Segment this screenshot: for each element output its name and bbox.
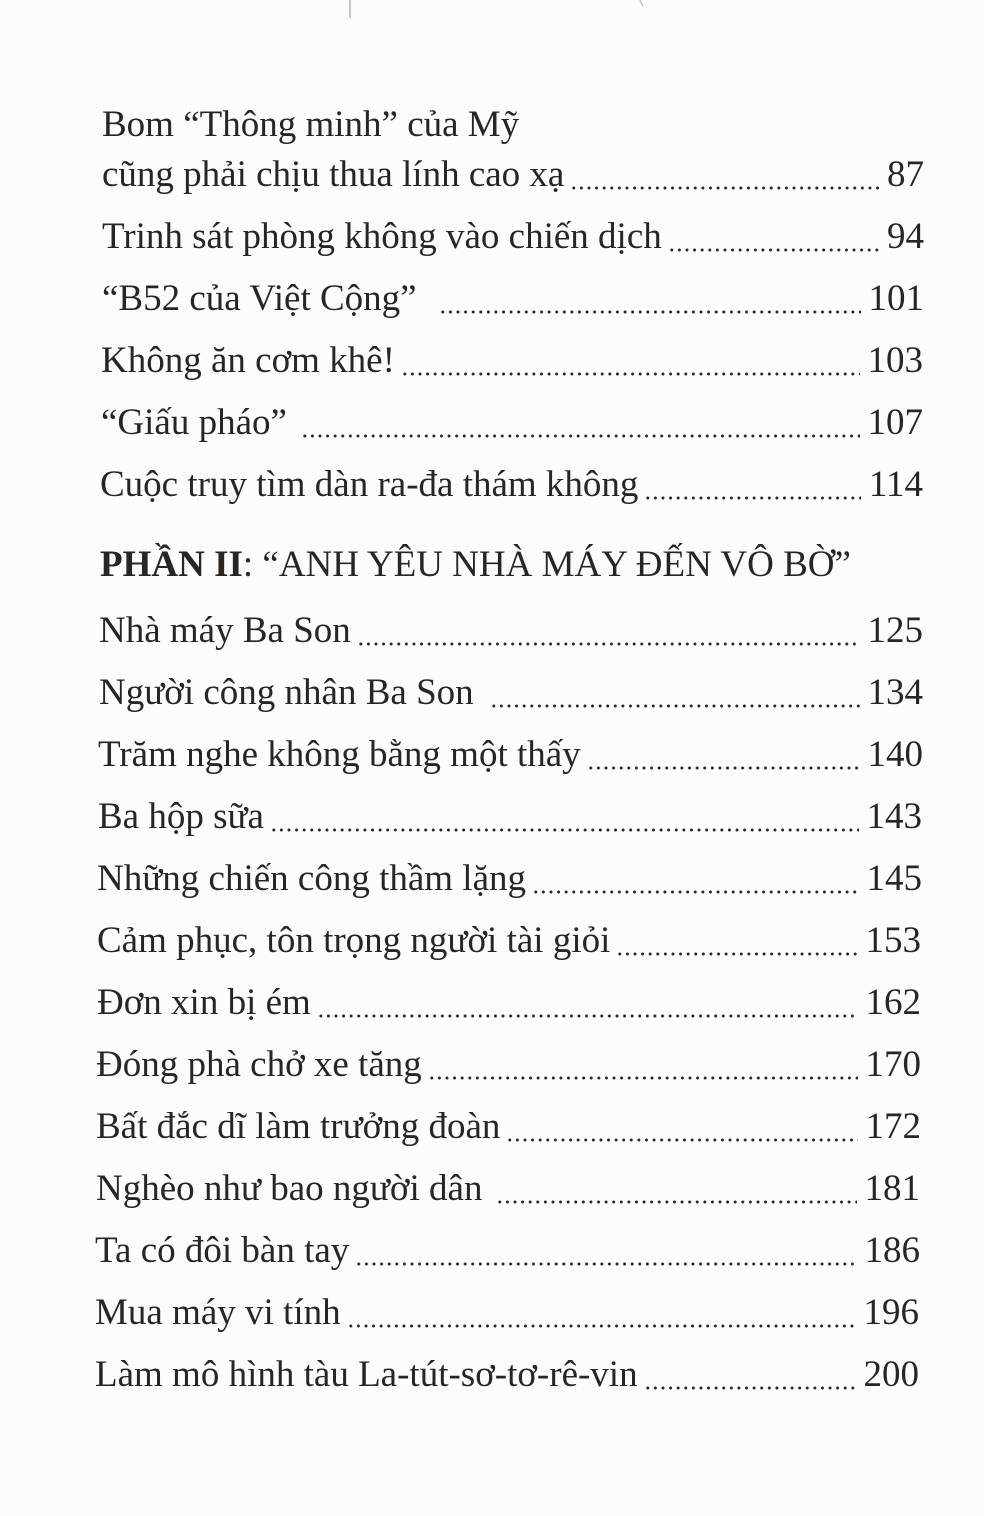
toc-page-number: 170 [865,1044,921,1085]
toc-entry-title: Nghèo như bao người dân [96,1168,483,1209]
toc-page-number: 134 [867,672,923,713]
toc-entry[interactable] [102,150,924,200]
toc-entry-title: Ba hộp sữa [98,796,264,837]
toc-entry[interactable] [97,854,922,904]
dot-leader [644,473,860,501]
toc-entry[interactable] [101,398,923,448]
toc-entry[interactable] [101,336,923,386]
page-top-edge-marks [0,0,984,30]
dot-leader [401,349,860,377]
toc-entry-title: Trăm nghe không bằng một thấy [98,734,581,775]
toc-page-number: 101 [868,278,924,319]
dot-leader [496,1177,856,1205]
toc-page-number: 196 [863,1292,919,1333]
dot-leader [570,163,879,191]
toc-entry-title: Mua máy vi tính [95,1292,341,1333]
toc-entry-title: Đơn xin bị ém [97,982,311,1023]
part-heading [100,540,851,590]
toc-entry-title: Không ăn cơm khê! [101,340,395,381]
dot-leader [357,619,860,647]
toc-page-number: 103 [867,340,923,381]
dot-leader [301,411,860,439]
dot-leader [668,225,879,253]
toc-entry[interactable] [99,606,923,656]
toc-entry-1-title-line1: Bom “Thông minh” của Mỹ [102,104,520,145]
toc-entry[interactable] [98,792,922,842]
toc-page-number: 172 [865,1106,921,1147]
toc-entry[interactable] [96,1164,920,1214]
toc-entry[interactable] [102,212,924,262]
dot-leader [347,1301,856,1329]
toc-entry[interactable] [102,274,924,324]
toc-entry-title: “B52 của Việt Cộng” [102,278,417,319]
toc-entry[interactable] [96,1102,921,1152]
toc-entry-title: Ta có đôi bàn tay [95,1230,350,1271]
toc-entry-title: Cuộc truy tìm dàn ra-đa thám không [100,464,639,505]
toc-page-number: 145 [866,858,922,899]
toc-entry[interactable] [100,460,923,510]
dot-leader [616,929,857,957]
dot-leader [506,1115,857,1143]
toc-page-number: 87 [887,154,924,195]
dot-leader [439,287,861,315]
toc-page-number: 94 [887,216,924,257]
dot-leader [428,1053,858,1081]
dot-leader [644,1363,856,1391]
toc-entry[interactable] [97,978,921,1028]
toc-entry-title: Nhà máy Ba Son [99,610,351,651]
toc-page-number: 125 [867,610,923,651]
toc-entry-title: Trinh sát phòng không vào chiến dịch [102,216,662,257]
part-label: PHẦN II [100,544,243,585]
toc-entry[interactable] [98,730,923,780]
toc-entry[interactable] [99,668,923,718]
toc-entry-title: cũng phải chịu thua lính cao xạ [102,154,565,195]
dot-leader [355,1239,856,1267]
toc-entry-title: Đóng phà chở xe tăng [96,1044,422,1085]
toc-entry-title: “Giấu pháo” [101,402,287,443]
toc-page-number: 107 [867,402,923,443]
toc-page-number: 200 [863,1354,919,1395]
toc-entry[interactable] [96,1040,921,1090]
toc-entry[interactable] [95,1350,919,1400]
toc-page-number: 153 [865,920,921,961]
toc-page-number: 114 [868,464,923,505]
dot-leader [587,743,860,771]
toc-page-number: 162 [865,982,921,1023]
dot-leader [490,681,860,709]
toc-entry[interactable] [95,1226,920,1276]
dot-leader [270,805,859,833]
toc-entry-title: Người công nhân Ba Son [99,672,474,713]
toc-page-number: 181 [864,1168,920,1209]
toc-entry-title: Làm mô hình tàu La-tút-sơ-tơ-rê-vin [95,1354,638,1395]
toc-entry[interactable] [97,916,921,966]
part-separator: : [242,544,263,585]
toc-entry[interactable] [95,1288,919,1338]
toc-page-number: 186 [864,1230,920,1271]
part-title: “ANH YÊU NHÀ MÁY ĐẾN VÔ BỜ” [262,544,851,585]
toc-entry-title: Cảm phục, tôn trọng người tài giỏi [97,920,611,961]
toc-page-number: 140 [867,734,923,775]
dot-leader [317,991,858,1019]
dot-leader [532,867,858,895]
toc-page-number: 143 [866,796,922,837]
toc-entry-title: Những chiến công thầm lặng [97,858,527,899]
toc-entry-title: Bất đắc dĩ làm trưởng đoàn [96,1106,501,1147]
